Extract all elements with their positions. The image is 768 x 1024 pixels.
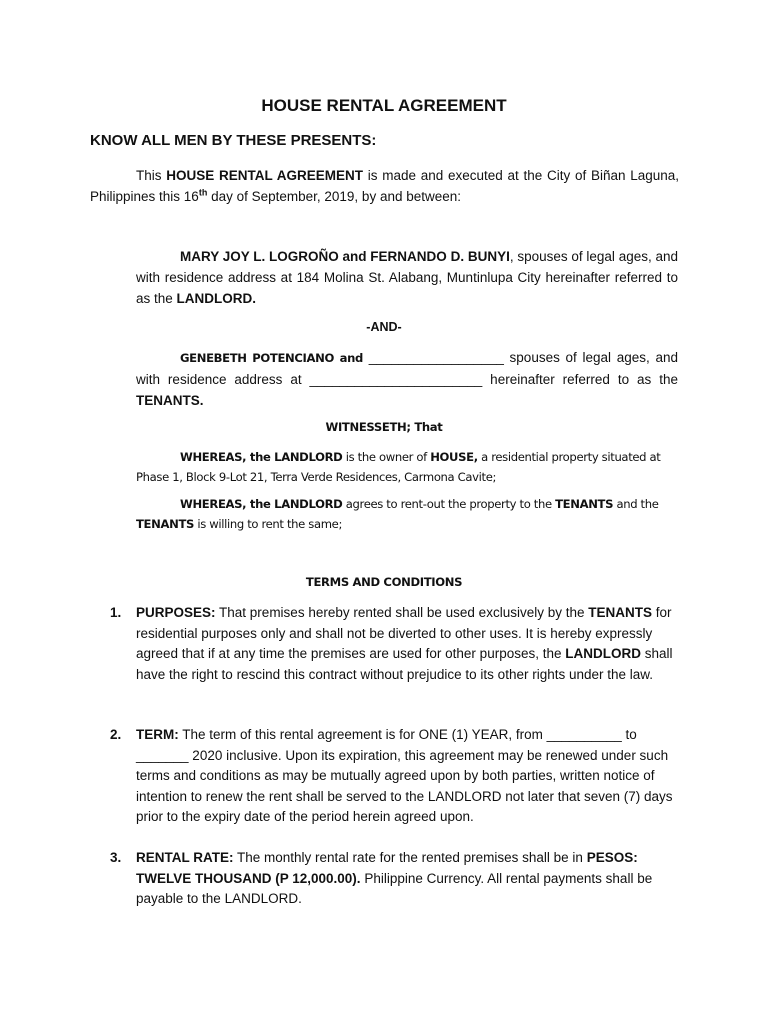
landlord-paragraph: MARY JOY L. LOGROÑO and FERNANDO D. BUNYI, spouses of legal ages, and with residence address at 184 Molina St. Alabang, Muntinlupa City hereinafter referred to as the LANDLORD. [136,249,678,306]
terms-heading: TERMS AND CONDITIONS [305,575,463,589]
term-number: 3. [110,850,122,865]
document-title: HOUSE RENTAL AGREEMENT [261,96,507,115]
term-number: 2. [110,727,122,742]
tenants-paragraph: GENEBETH POTENCIANO and __________________ spouses of legal ages, and with residence address at _______________________ hereinafter referred to as the TENANTS. [136,350,678,408]
term-item-rental-rate: 3. RENTAL RATE: The monthly rental rate for the rented premises shall be in PESOS: TWELVE THOUSAND (P 12,000.00). Philippine Currency. All rental payments shall be payable to the LANDLORD. [110,850,653,907]
and-separator: -AND- [366,320,402,334]
witnesseth-heading: WITNESSETH; That [325,420,443,434]
term-number: 1. [110,605,122,620]
term-item-purposes: 1. PURPOSES: That premises hereby rented shall be used exclusively by the TENANTS for residential purposes only and shall not be diverted to other uses. It is hereby expressly agreed that if at any time the premises are used for other purposes, the LANDLORD shall have the right to rescind this contract without prejudice to its other rights under the law. [110,605,673,682]
whereas-clause-1: WHEREAS, the LANDLORD is the owner of HOUSE, a residential property situated at Phase 1, Block 9-Lot 21, Terra Verde Residences, Carmona Cavite; [136,450,661,484]
intro-paragraph: This HOUSE RENTAL AGREEMENT is made and executed at the City of Biñan Laguna, Philippines this 16th day of September, 2019, by and between: [90,168,680,204]
whereas-clause-2: WHEREAS, the LANDLORD agrees to rent-out the property to the TENANTS and the TENANTS is willing to rent the same; [136,497,659,531]
term-item-term: 2. TERM: The term of this rental agreement is for ONE (1) YEAR, from __________ to _______ 2020 inclusive. Upon its expiration, this agreement may be renewed under such terms and conditions as may be mutually agreed upon by both parties, written notice of intention to renew the rent shall be served to the LANDLORD not later that seven (7) days prior to the expiry date of the period herein agreed upon. [110,727,673,825]
opening-phrase: KNOW ALL MEN BY THESE PRESENTS: [90,132,377,149]
